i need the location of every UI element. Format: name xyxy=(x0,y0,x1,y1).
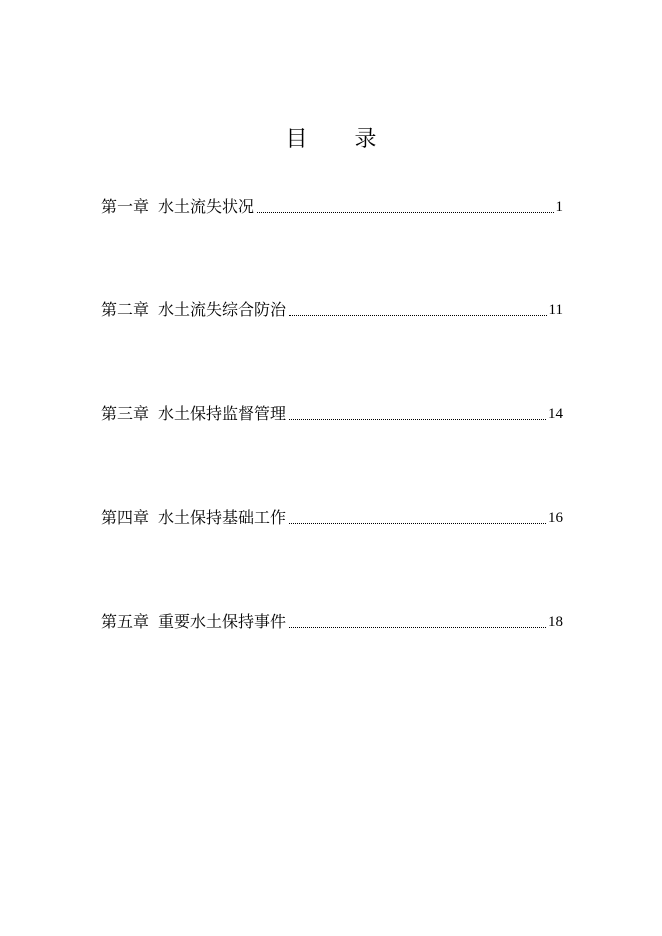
toc-heading: 水土流失状况 xyxy=(158,197,255,216)
toc-heading: 重要水土保持事件 xyxy=(158,612,287,631)
toc-heading: 水土流失综合防治 xyxy=(158,300,287,319)
toc-chapter-label: 第二章 xyxy=(101,300,150,319)
toc-title: 目 录 xyxy=(285,127,397,152)
toc-chapter-label: 第三章 xyxy=(101,404,150,423)
toc-heading: 水土保持监督管理 xyxy=(158,404,287,423)
toc-chapter-label: 第四章 xyxy=(101,508,150,527)
toc-chapter-label: 第一章 xyxy=(101,197,150,216)
toc-entry-1[interactable] xyxy=(101,196,563,218)
toc-chapter-label: 第五章 xyxy=(101,612,150,631)
toc-page-number: 16 xyxy=(548,510,563,526)
toc-dot-leader xyxy=(289,315,547,316)
toc-heading: 水土保持基础工作 xyxy=(158,508,287,527)
toc-page-number: 18 xyxy=(548,614,563,630)
toc-entry-4[interactable] xyxy=(101,507,563,529)
toc-page-number: 14 xyxy=(548,406,563,422)
toc-entry-2[interactable] xyxy=(101,299,563,321)
toc-page-number: 1 xyxy=(555,199,563,215)
toc-page-number: 11 xyxy=(548,302,563,318)
toc-entry-5[interactable] xyxy=(101,611,563,633)
toc-entry-3[interactable] xyxy=(101,403,563,425)
toc-dot-leader xyxy=(289,627,546,628)
toc-dot-leader xyxy=(289,523,546,524)
toc-dot-leader xyxy=(289,419,546,420)
toc-dot-leader xyxy=(257,212,553,213)
